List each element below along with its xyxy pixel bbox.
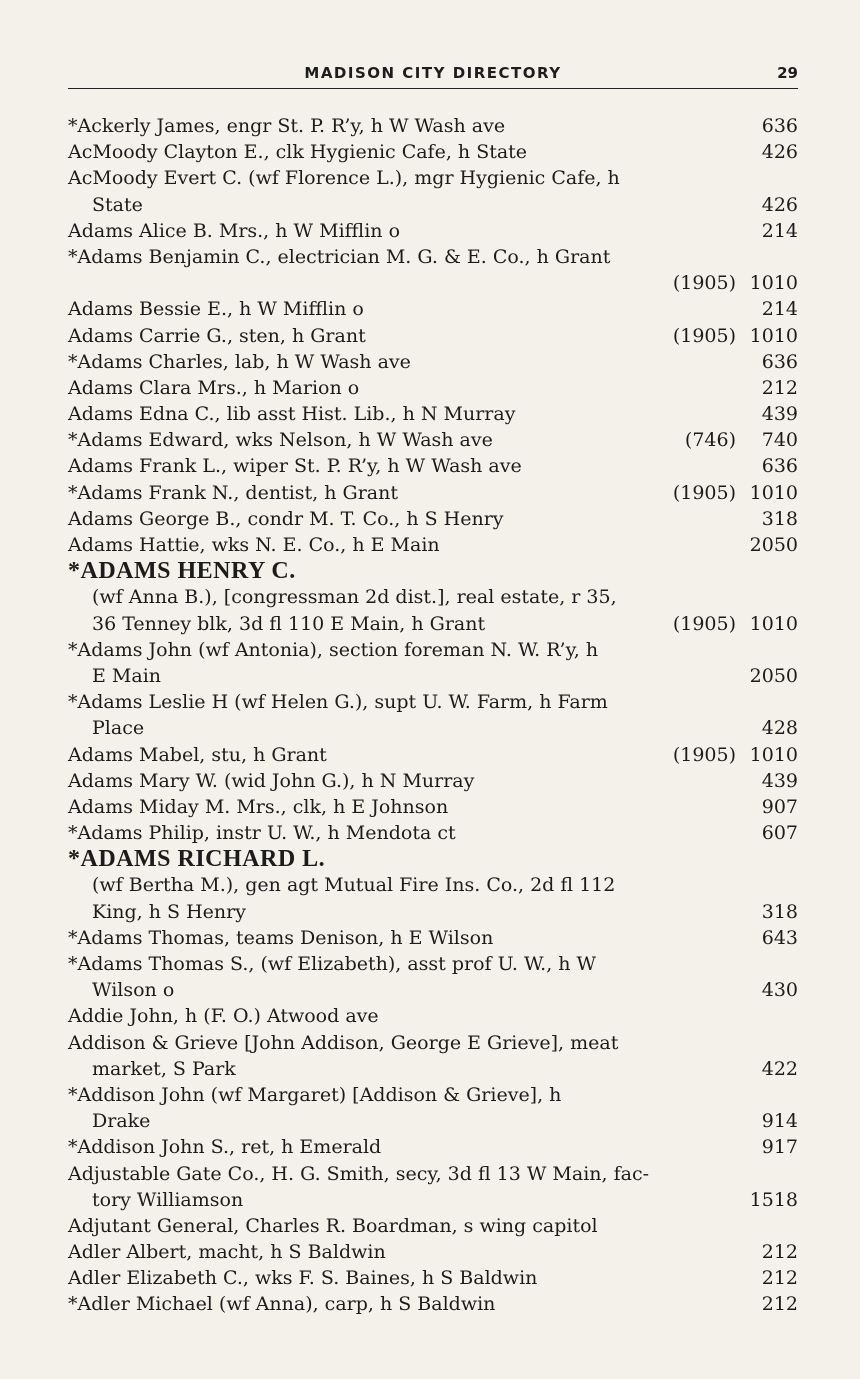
entry-number: 2050 xyxy=(749,534,798,556)
entry-number: 914 xyxy=(761,1110,798,1133)
entry-number: 212 xyxy=(761,1241,798,1264)
entry-number: 907 xyxy=(761,795,798,818)
entry-number: 212 xyxy=(761,376,798,399)
directory-entry-line xyxy=(68,820,798,846)
entry-text: *Adams Edward, wks Nelson, h W Wash ave xyxy=(68,429,493,452)
entry-text: State xyxy=(92,193,143,216)
entry-number: 426 xyxy=(761,193,798,216)
entry-number: 439 xyxy=(761,403,798,426)
entry-number: 636 xyxy=(761,115,798,137)
entry-text: (wf Bertha M.), gen agt Mutual Fire Ins. Co., 2d fl 112 xyxy=(92,874,616,897)
entry-text: *Addison John (wf Margaret) [Addison & Grieve], h xyxy=(68,1083,562,1106)
entry-text: Adams Alice B. Mrs., h W Mifflin o xyxy=(68,219,401,242)
entry-number: 1518 xyxy=(749,1188,798,1211)
entry-text: *Adams Thomas, teams Denison, h E Wilson xyxy=(68,926,494,949)
entry-text: *Adams Philip, instr U. W., h Mendota ct xyxy=(68,822,456,845)
directory-entry-line xyxy=(68,768,798,794)
directory-entry-line xyxy=(68,611,798,637)
directory-entry-line xyxy=(68,794,798,820)
entry-text: Adams Mabel, stu, h Grant xyxy=(68,743,327,766)
directory-title: MADISON CITY DIRECTORY xyxy=(304,64,562,82)
entry-prefix-number: (1905) xyxy=(672,743,736,766)
entry-number: 430 xyxy=(761,979,798,1002)
directory-entry-line xyxy=(68,715,798,741)
directory-entry-line xyxy=(68,637,798,663)
entry-text: Adams George B., condr M. T. Co., h S Henry xyxy=(68,507,504,530)
entry-text: Adler Elizabeth C., wks F. S. Baines, h S Baldwin xyxy=(68,1267,538,1290)
entry-number: 917 xyxy=(761,1136,798,1159)
entry-number: 212 xyxy=(761,1267,798,1290)
directory-entry-line xyxy=(68,165,798,191)
entry-number: 1010 xyxy=(749,324,798,347)
entry-text: Drake xyxy=(92,1110,151,1133)
directory-entry-line xyxy=(68,1030,798,1056)
entry-prefix-number: (1905) xyxy=(672,272,736,295)
entry-text: *ADAMS RICHARD L. xyxy=(68,846,326,873)
directory-entry-line xyxy=(68,977,798,1003)
directory-entry-line xyxy=(68,1108,798,1134)
entry-text: Place xyxy=(92,717,145,740)
entry-text: Adams Mary W. (wid John G.), h N Murray xyxy=(68,769,475,792)
directory-entry-line xyxy=(68,584,798,610)
entry-text: 36 Tenney blk, 3d fl 110 E Main, h Grant xyxy=(92,612,486,635)
directory-entry-line xyxy=(68,270,798,296)
entry-number: 214 xyxy=(761,298,798,321)
entry-number: 439 xyxy=(761,769,798,792)
directory-entry-line xyxy=(68,663,798,689)
directory-entry-line xyxy=(68,1291,798,1317)
entry-number: 318 xyxy=(761,900,798,923)
entry-number: 636 xyxy=(761,350,798,373)
entry-text: Adams Hattie, wks N. E. Co., h E Main xyxy=(68,534,440,556)
directory-entry-line xyxy=(68,375,798,401)
entry-text: *Addison John S., ret, h Emerald xyxy=(68,1136,382,1159)
entry-text: *Ackerly James, engr St. P. R’y, h W Wash ave xyxy=(68,115,506,137)
entry-text: AcMoody Evert C. (wf Florence L.), mgr Hygienic Cafe, h xyxy=(68,167,620,190)
directory-heading xyxy=(68,846,798,872)
directory-entry-line xyxy=(68,506,798,532)
directory-heading xyxy=(68,558,798,584)
directory-entry-line xyxy=(68,401,798,427)
entry-text: Adler Albert, macht, h S Baldwin xyxy=(68,1241,386,1264)
entry-text: AcMoody Clayton E., clk Hygienic Cafe, h State xyxy=(68,141,528,164)
entry-number: 422 xyxy=(761,1057,798,1080)
directory-entry-line xyxy=(68,899,798,925)
directory-entry-line xyxy=(68,1187,798,1213)
entry-text: *Adler Michael (wf Anna), carp, h S Baldwin xyxy=(68,1293,496,1316)
entry-number: 1010 xyxy=(749,481,798,504)
entry-text: E Main xyxy=(92,664,162,687)
entry-text: Adams Carrie G., sten, h Grant xyxy=(68,324,366,347)
entry-text: tory Williamson xyxy=(92,1188,244,1211)
entry-text: market, S Park xyxy=(92,1057,236,1080)
entry-number: 1010 xyxy=(749,272,798,295)
directory-entry-line xyxy=(68,1082,798,1108)
directory-entry-line xyxy=(68,218,798,244)
entry-number: 212 xyxy=(761,1293,798,1316)
directory-entry-line xyxy=(68,139,798,165)
entry-text: *Adams Charles, lab, h W Wash ave xyxy=(68,350,411,373)
entry-number: 740 xyxy=(761,429,798,452)
entry-text: Adams Bessie E., h W Mifflin o xyxy=(68,298,364,321)
directory-entry-line xyxy=(68,1213,798,1239)
entry-number: 1010 xyxy=(749,743,798,766)
page-number: 29 xyxy=(777,64,798,82)
entry-prefix-number: (1905) xyxy=(672,612,736,635)
entry-number: 426 xyxy=(761,141,798,164)
entry-text: King, h S Henry xyxy=(92,900,246,923)
entry-number: 643 xyxy=(761,926,798,949)
directory-entry-line xyxy=(68,1056,798,1082)
entry-text: *Adams Frank N., dentist, h Grant xyxy=(68,481,398,504)
entry-number: 607 xyxy=(761,822,798,845)
entry-text: Wilson o xyxy=(92,979,175,1002)
directory-entry-line xyxy=(68,244,798,270)
directory-entry-line xyxy=(68,323,798,349)
directory-entry-line xyxy=(68,427,798,453)
directory-entry-line xyxy=(68,1134,798,1160)
entry-number: 214 xyxy=(761,219,798,242)
directory-entry-line xyxy=(68,480,798,506)
directory-entry-line xyxy=(68,1265,798,1291)
entry-number: 318 xyxy=(761,507,798,530)
entry-number: 428 xyxy=(761,717,798,740)
entry-text: Addie John, h (F. O.) Atwood ave xyxy=(68,1005,379,1028)
entry-text: Adams Clara Mrs., h Marion o xyxy=(68,376,360,399)
directory-entry-line xyxy=(68,453,798,479)
directory-entry-line xyxy=(68,925,798,951)
directory-listing xyxy=(68,113,798,1318)
entry-text: Adams Miday M. Mrs., clk, h E Johnson xyxy=(68,795,449,818)
directory-entry-line xyxy=(68,872,798,898)
entry-text: Adams Frank L., wiper St. P. R’y, h W Wash ave xyxy=(68,455,522,478)
directory-entry-line xyxy=(68,689,798,715)
entry-text: *ADAMS HENRY C. xyxy=(68,558,296,585)
directory-entry-line xyxy=(68,1161,798,1187)
entry-prefix-number: (746) xyxy=(684,429,736,452)
entry-text: Adjustable Gate Co., H. G. Smith, secy, 3d fl 13 W Main, fac- xyxy=(68,1162,650,1185)
entry-text: *Adams Thomas S., (wf Elizabeth), asst prof U. W., h W xyxy=(68,953,597,975)
entry-prefix-number: (1905) xyxy=(672,481,736,504)
entry-number: 636 xyxy=(761,455,798,478)
entry-number: 2050 xyxy=(749,664,798,687)
page-header xyxy=(68,62,798,89)
entry-text: *Adams John (wf Antonia), section foreman N. W. R’y, h xyxy=(68,638,599,661)
directory-entry-line xyxy=(68,296,798,322)
entry-text: Adams Edna C., lib asst Hist. Lib., h N Murray xyxy=(68,403,516,426)
directory-entry-line xyxy=(68,192,798,218)
entry-text: Adjutant General, Charles R. Boardman, s wing capitol xyxy=(68,1214,598,1237)
entry-text: *Adams Leslie H (wf Helen G.), supt U. W. Farm, h Farm xyxy=(68,691,608,714)
directory-entry-line xyxy=(68,532,798,558)
directory-entry-line xyxy=(68,1239,798,1265)
entry-number: 1010 xyxy=(749,612,798,635)
directory-entry-line xyxy=(68,742,798,768)
directory-entry-line xyxy=(68,951,798,977)
directory-entry-line xyxy=(68,349,798,375)
entry-text: *Adams Benjamin C., electrician M. G. & E. Co., h Grant xyxy=(68,245,611,268)
entry-text: Addison & Grieve [John Addison, George E Grieve], meat xyxy=(68,1031,619,1054)
entry-prefix-number: (1905) xyxy=(672,324,736,347)
directory-entry-line xyxy=(68,113,798,139)
directory-entry-line xyxy=(68,1003,798,1029)
entry-text: (wf Anna B.), [congressman 2d dist.], real estate, r 35, xyxy=(92,586,617,609)
